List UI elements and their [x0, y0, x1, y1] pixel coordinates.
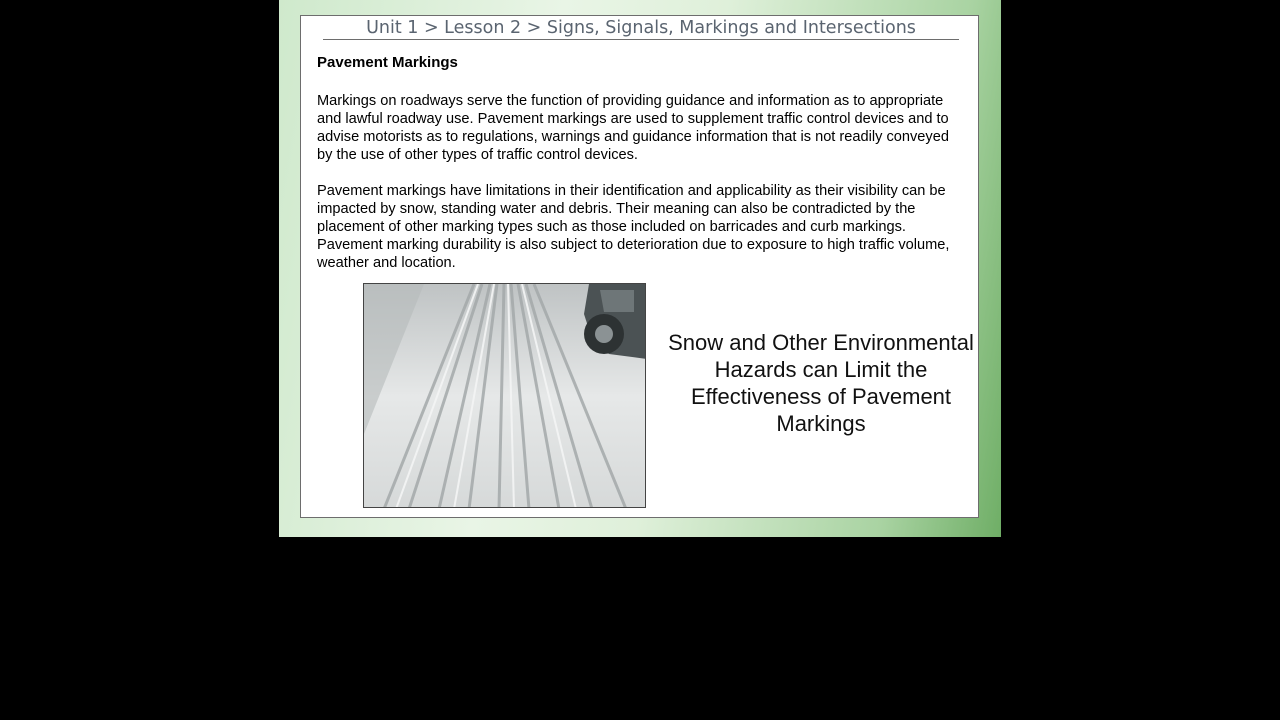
snowy-road-photo [363, 283, 646, 508]
photo-caption: Snow and Other Environmental Hazards can Limit the Effectiveness of Pavement Markings [668, 330, 974, 436]
paragraph-markings-purpose: Markings on roadways serve the function of providing guidance and information as to appropriate and lawful roadway use. Pavement markings are used to supplement traffic control devices and to advise motorists as to regulations, warnings and guidance information that is not readily conveyed by the use of other types of traffic control devices. [317, 93, 949, 163]
snowy-road-illustration [364, 284, 646, 508]
truck-silhouette [584, 284, 646, 359]
section-title: Pavement Markings [317, 54, 458, 71]
slide-panel [300, 15, 979, 518]
slide-frame [279, 0, 1001, 537]
breadcrumb: Unit 1 > Lesson 2 > Signs, Signals, Markings and Intersections [323, 17, 959, 40]
paragraph-markings-limitations: Pavement markings have limitations in their identification and applicability as their visibility can be impacted by snow, standing water and debris. Their meaning can also be contradicted by the placement of other marking types such as those included on barricades and curb markings. Pavement marking durability is also subject to deterioration due to exposure to high traffic volume, weather and location. [317, 183, 950, 271]
